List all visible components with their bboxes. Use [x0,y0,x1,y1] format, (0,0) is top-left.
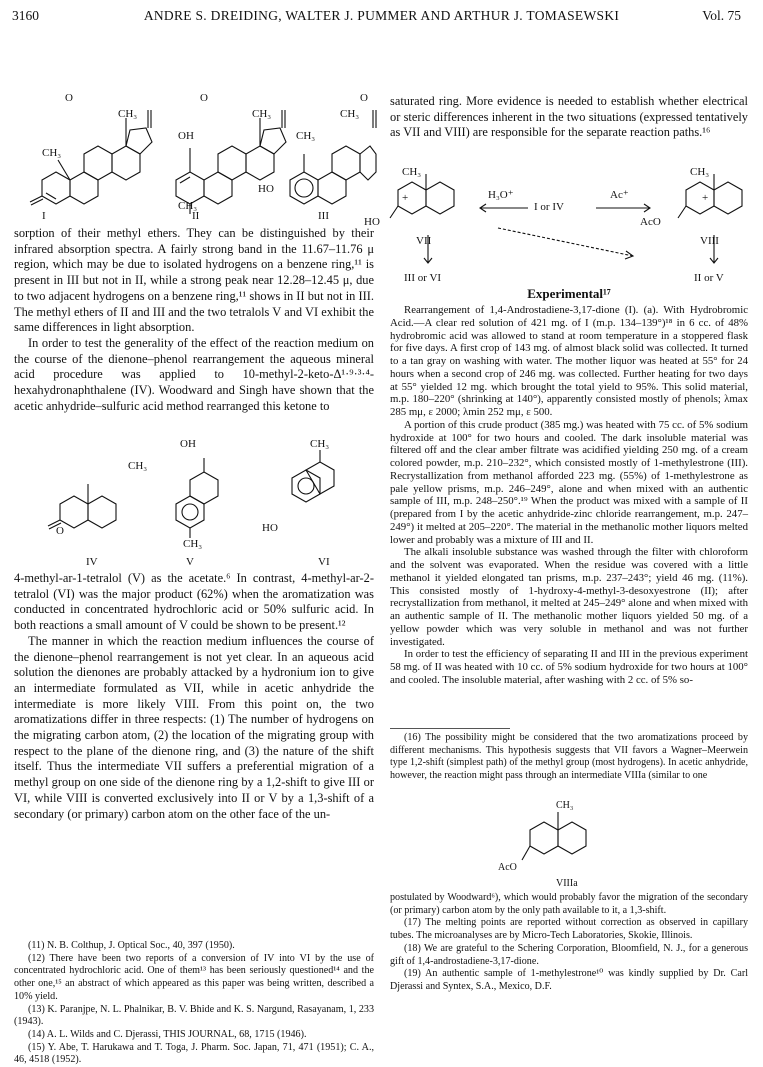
atom-oh-v: OH [180,438,196,450]
atom-ch3-ii-top: CH₃ [252,108,272,120]
product-right: II or V [694,272,724,284]
left-column-upper [14,226,374,414]
paragraph: In order to test the efficiency of separating II and III in the previous experiment 58 mg. of II was heated with 10 cc. of 5% sodium hydroxide for two hours at 100° and cooled. The insoluble material, after washing with 2 cc. of 5% so- [390,648,748,686]
label-vii: VII [416,235,432,247]
paragraph: sorption of their methyl ethers. They can be distinguished by their infrared absorption spectra. A fairly strong band in the 11.67–11.76 μ region, which may be due to isolated hydrogens on a benzene ring,¹¹ is present in III but not in II, while a strong peak near 12.28–12.45 μ, due to two adjacent hydrogens on a benzene ring,¹¹ shows in II but not in III. The methyl ethers of II and III and the two tetralols V and VI exhibit the same differences in light absorption. [14,226,374,335]
left-footnotes [14,940,374,1067]
atom-aco-viiia: AcO [498,862,517,873]
paragraph: In order to test the generality of the effect of the reaction medium on the course of the dienone–phenol rearrangement the aqueous mineral acid procedure was applied to 10-methyl-2-keto-Δ¹·⁹·³·⁴-hexahydronaphthalene (IV). Woodward and Singh have shown that the acetic anhydride–sulfuric acid method rearranged this ketone to [14,335,374,413]
atom-aco-viii: AcO [640,216,661,228]
plus-vii: + [402,192,409,204]
label-compound-vi: VI [318,556,330,568]
paragraph: Rearrangement of 1,4-Androstadiene-3,17-dione (I). (a). With Hydrobromic Acid.—A clear red solution of 421 mg. of I (m.p. 134–139°)¹⁸ in 6 cc. of 48% hydrobromic acid was allowed to stand at room temperature in a stoppered flask for five days. A first crop of 143 mg. of almost black solid was collected. It turned to a tan gray on washing with water. The mother liquor was heated at 55° for 24 hours when a second crop of 246 mg. was collected. Further heating for two days at 55° yielded 12 mg. which brought the total yield to 95%. This solid material, m.p. 180–220° (shrinking at 140°), apparently consisted mostly of phenols; λmax 285 mμ, ε 2000; λmin 252 mμ, ε 500. [390,304,748,418]
footnote: (18) We are grateful to the Schering Corporation, Bloomfield, N. J., for a generous gift of 1,4-androstadiene-3,17-dione. [390,942,748,967]
paragraph: saturated ring. More evidence is needed to establish whether electrical or steric differences inherent in the two situations (expressed tentatively as VII and VIII) are responsible for the separate reaction paths.¹⁶ [390,94,748,140]
footnote: (19) An authentic sample of 1-methylestrone¹⁰ was kindly supplied by Dr. Carl Djerassi and Syntex, S.A., Mexico, D.F. [390,968,748,992]
atom-ho-iii: HO [258,183,274,195]
atom-ch3-iii-top: CH₃ [340,108,360,120]
experimental-body [390,304,748,687]
paragraph: The alkali insoluble substance was washed through the filter with chloroform and the solvent was evaporated. When the residue was covered with a little methanol it yielded elongated tan prisms, m.p. 237–243°; yield 46 mg. (11%). This consisted mostly of 1-hydroxy-4-methyl-3-desoxyestrone (II); after recrystallization from methanol, it melted at 245–249° alone and when mixed with an authentic sample of II. The methanolic mother liquors yielded 50 mg. of a yellow powder which was very soluble in methanol and was not further investigated. [390,546,748,648]
atom-ch3-vi: CH₃ [310,438,330,450]
structure-viiia [500,800,620,880]
atom-ch3-i: CH₃ [42,147,62,159]
footnote-16-part1 [390,726,748,783]
label-compound-i: I [42,210,46,222]
paragraph: 4-methyl-ar-1-tetralol (V) as the acetate.⁶ In contrast, 4-methyl-ar-2-tetralol (VI) was the major product (62%) when the aromatization was conducted in concentrated hydrochloric acid or 50% sulfuric acid. In both reactions a small amount of V could be shown to be present.¹² [14,571,374,633]
reagent-h3o: H₃O⁺ [488,189,514,201]
atom-ch3-i-top: CH₃ [118,108,138,120]
label-compound-iv: IV [86,556,98,568]
structures-i-ii-iii [18,92,378,222]
section-heading: Experimental¹⁷ [527,286,611,301]
paragraph: A portion of this crude product (385 mg.) was heated with 75 cc. of 5% sodium hydroxide at 100° for two hours and cooled. The dark insoluble material was filtered off and the clear amber filtrate was acidified yielding 250 mg. of a cream colored powder, m.p. 210–232°, which consisted mostly of 1-methylestrone (III). Recrystallization from methanol afforded 223 mg. (55%) of 1-methylestrone as pale yellow prisms, m.p. 246–249°, alone and when mixed with an authentic sample of III, m.p. 248–250°.¹⁹ When the product was mixed with a sample of II (prepared from I by the acetic anhydride-zinc chloride rearrangement, m.p. 247–249°) it melted at 205–220°. The material in the methanolic mother liquors melted lower and probably was a mixture of III and II. [390,418,748,546]
footnote-divider [390,728,510,729]
atom-ch3-viiia: CH₃ [556,800,574,811]
label-compound-v: V [186,556,194,568]
label-compound-ii: II [192,210,200,222]
atom-ch3-viii: CH₃ [690,166,710,178]
left-column-lower [14,571,374,822]
atom-ho-vii: HO [364,216,380,228]
label-viii: VIII [700,235,719,247]
label-compound-iii: III [318,210,329,222]
right-column-intro [390,94,748,141]
atom-o-iv: O [56,525,64,537]
right-footnotes [390,892,748,994]
atom-o-ii: O [200,92,208,104]
footnote: (12) There have been two reports of a conversion of IV into VI by the use of concentrated hydrochloric acid. One of them¹³ has been seriously questioned¹⁴ and the other one,¹⁵ an abstract of which appeared as this paper was being written, described a 10% yield. [14,952,374,1002]
volume-label: Vol. 75 [702,8,741,23]
atom-ch3-vii: CH₃ [402,166,422,178]
footnote: (14) A. L. Wilds and C. Djerassi, THIS JOURNAL, 68, 1715 (1946). [28,1028,307,1040]
product-left: III or VI [404,272,442,284]
atom-o-i: O [65,92,73,104]
paragraph: The manner in which the reaction medium influences the course of the dienone–phenol rearrangement is not yet clear. In an aqueous acid solution the dienones are probably attacked by a hydronium ion to give an intermediate formulated as VII, while in acetic anhydride the intermediate is more likely VIII. From this point on, the two aromatizations differ in three respects: (1) The number of hydrogens on the migrating carbon atom, (2) the location of the migrating group with respect to the plane of the dienone ring, and (3) the nature of the shift itself. Thus the intermediate VII suffers a preferential migration of a methyl group on one side of the dienone ring by a 1,2-shift to give III or VI, while VIII is converted exclusively into II or V by a 1,3-shift of a secondary (or primary) carbon atom on the other face of the un- [14,633,374,821]
footnote: (11) N. B. Colthup, J. Optical Soc., 40, 397 (1950). [28,940,235,951]
atom-ch3-ii: CH₃ [178,200,198,212]
plus-viii: + [702,192,709,204]
atom-ch3-iii: CH₃ [296,130,316,142]
experimental-section [390,286,748,302]
footnote: (13) K. Paranjpe, N. L. Phalnikar, B. V. Bhide and K. S. Nargund, Rasayanam, 1, 233 (1943). [14,1003,374,1028]
atom-ho-vi: HO [262,522,278,534]
page-header [0,8,763,28]
atom-ch3-v: CH₃ [183,538,203,550]
atom-o-iii: O [360,92,368,104]
atom-ch3-iv: CH₃ [128,460,148,472]
label-viiia: VIIIa [556,878,578,889]
page-number: 3160 [12,8,39,23]
running-authors: ANDRE S. DREIDING, WALTER J. PUMMER AND ARTHUR J. TOMASEWSKI [143,8,620,23]
footnote: (16) The possibility might be considered that the two aromatizations proceed by different mechanisms. This hypothesis suggests that VII favors a Wagner–Meerwein type 1,2-shift (simplest path) of the methyl group (most hydrogens). In acetic anhydride, however, the reaction might pass through an intermediate VIIIa (similar to one [390,732,748,782]
scheme-start: I or IV [534,201,564,213]
footnote: postulated by Woodward⁶), which would probably favor the migration of the secondary (or primary) carbon atom by the only path available to it, a 1,3-shift. [390,892,748,916]
reagent-ac: Ac⁺ [610,189,629,201]
footnote: (15) Y. Abe, T. Harukawa and T. Toga, J. Pharm. Soc. Japan, 71, 471 (1951); C. A., 46, 4518 (1952). [14,1041,374,1066]
atom-oh-ii: OH [178,130,194,142]
footnote: (17) The melting points are reported without correction as observed in capillary tubes. The microanalyses are by Micro-Tech Laboratories, Skokie, Illinois. [390,917,748,942]
